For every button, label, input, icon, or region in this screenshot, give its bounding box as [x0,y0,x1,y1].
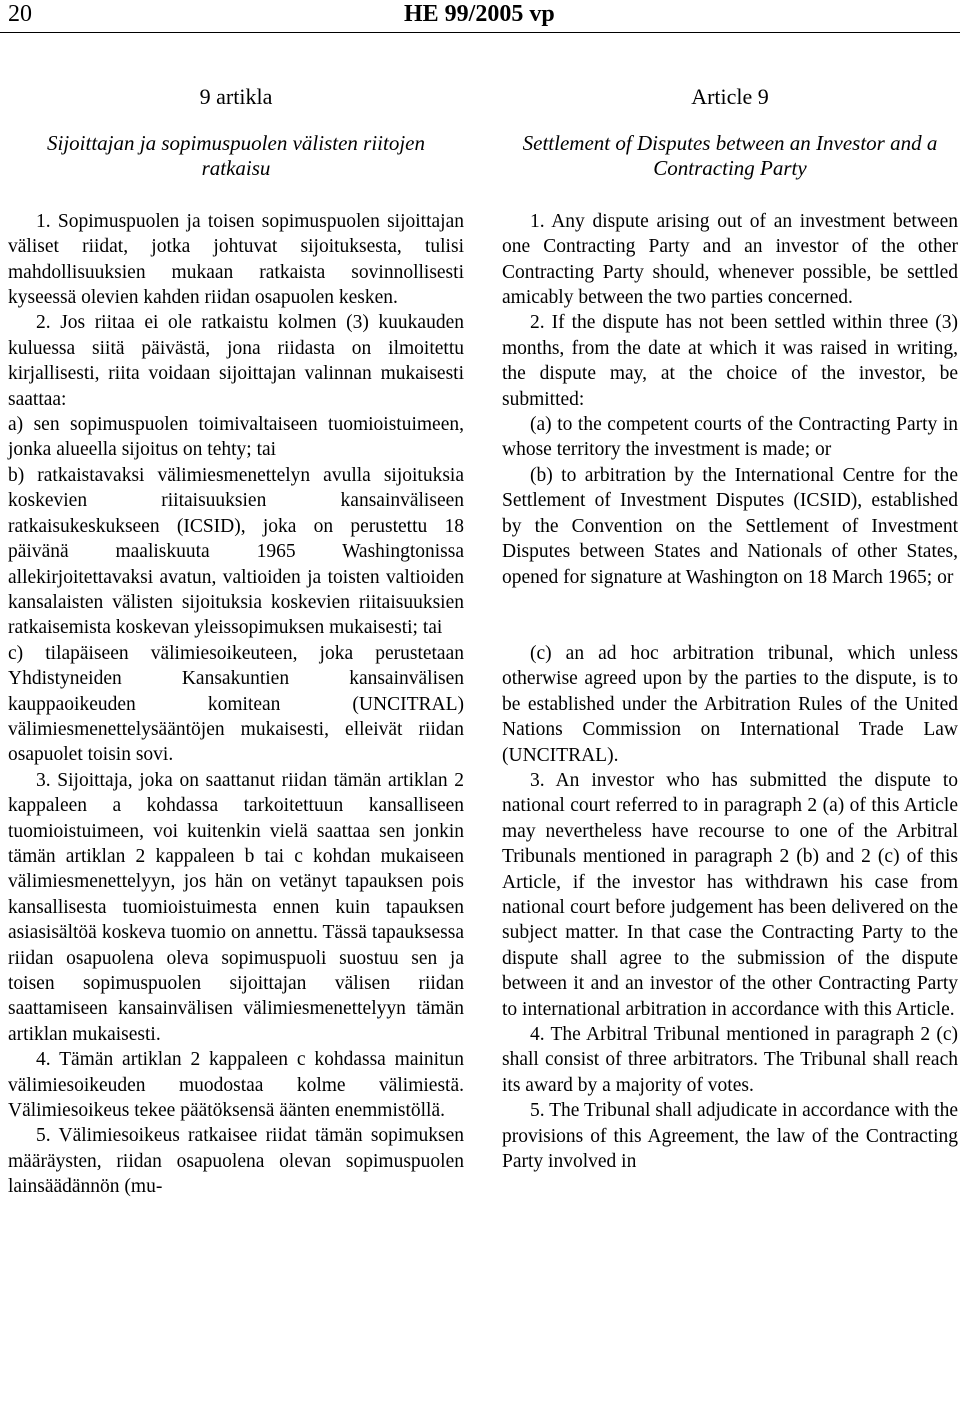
paragraph-2-en: 2. If the dispute has not been settled within three (3) months, from the date at which it was raised in writing, the dispute may, at the choice of the investor, be submitted: [502,312,958,410]
document-id: HE 99/2005 vp [404,1,555,27]
paragraph-5-fi: 5. Välimiesoikeus ratkaisee riidat tämän sopimuksen määräysten, riidan osapuolena olevan sopimuspuolen lainsäädännön (mu- [8,1125,464,1198]
item-b-fi: b) ratkaistavaksi välimiesmenettelyn avulla sijoituksia koskevien riitaisuuksien kansainväliseen ratkaisukeskukseen (ICSID), joka on perustettu 18 päivänä maaliskuuta 1965 Washingtonissa allekirjoitettavaksi avatun, valtioiden ja toisten valtioiden kansalaisten välisten sijoituksia koskevien riitaisuuksien ratkaisemista koskevan yleissopimuksen mukaisesti; tai [8,464,464,639]
page-number: 20 [8,1,32,27]
item-a-fi: a) sen sopimuspuolen toimivaltaiseen tuomioistuimeen, jonka alueella sijoitus on tehty; tai [8,414,464,461]
paragraph-4-fi: 4. Tämän artiklan 2 kappaleen c kohdassa mainitun välimiesoikeuden muodostaa kolme välimiestä. Välimiesoikeus tekee päätöksensä äänten enemmistöllä. [8,1049,464,1122]
article-heading-en: Article 9 [691,84,769,109]
paragraph-1-en: 1. Any dispute arising out of an investment between one Contracting Party and an investor of the other Contracting Party should, whenever possible, be settled amicably between the two parties concerned. [502,210,958,309]
article-subtitle-en: Settlement of Disputes between an Investor and a Contracting Party [522,131,938,181]
page-header [0,0,960,34]
paragraph-1-fi: 1. Sopimuspuolen ja toisen sopimuspuolen sijoittajan väliset riidat, jotka johtuvat sijoituksesta, tulisi mahdollisuuksien mukaan ratkaista sovinnollisesti kyseessä olevien kahden riidan osapuolen kesken. [8,210,464,309]
article-subtitle-fi: Sijoittajan ja sopimuspuolen välisten riitojen ratkaisu [47,131,425,181]
item-c-en: (c) an ad hoc arbitration tribunal, which unless otherwise agreed upon by the parties to the dispute, is to be established under the Arbitration Rules of the United Nations Commission on International Trade Law (UNCITRAL). [502,642,958,766]
paragraph-3-fi: 3. Sijoittaja, joka on saattanut riidan tämän artiklan 2 kappaleen a kohdassa tarkoitettuun kansalliseen tuomioistuimeen, voi kuitenkin vielä saattaa sen jonkin tämän artiklan 2 kappaleen b tai c kohdan mukaiseen välimiesmenettelyyn, jos hän on vetänyt tapauksen pois kansallisesta tuomioistuimesta ennen kuin tapauksen asiasisältöä koskeva tuomio on annettu. Tässä tapauksessa riidan osapuolena oleva sopimuspuoli suostuu sen ja toisen sopimuspuolen sijoittajan välisen riidan saattamiseen kansainvälisen välimiesmenettelyyn tämän artiklan mukaisesti. [8,769,464,1045]
article-heading-fi: 9 artikla [199,84,273,109]
paragraph-5-en: 5. The Tribunal shall adjudicate in accordance with the provisions of this Agreement, the law of the Contracting Party involved in [502,1100,958,1173]
item-b-en: (b) to arbitration by the International Centre for the Settlement of Investment Disputes (ICSID), established by the Convention on the Settlement of Investment Disputes between States and Nationals of other States, opened for signature at Washington on 18 March 1965; or [502,464,958,588]
finnish-column [8,84,464,1200]
item-a-en: (a) to the competent courts of the Contracting Party in whose territory the investment is made; or [502,414,958,461]
item-c-fi: c) tilapäiseen välimiesoikeuteen, joka perustetaan Yhdistyneiden Kansakuntien kansainvälisen kauppaoikeuden komitean (UNCITRAL) välimiesmenettelysääntöjen mukaisesti, elleivät riidan osapuolet toisin sovi. [8,642,464,766]
column-spacer [502,590,958,641]
paragraph-2-fi: 2. Jos riitaa ei ole ratkaistu kolmen (3) kuukauden kuluessa siitä päivästä, jona riidasta on ilmoitettu kirjallisesti, riita voidaan sijoittajan valinnan mukaisesti saattaa: [8,312,464,410]
paragraph-4-en: 4. The Arbitral Tribunal mentioned in paragraph 2 (c) shall consist of three arbitrators. The Tribunal shall reach its award by a majority of votes. [502,1024,958,1096]
header-rule [0,32,960,33]
english-column [502,84,958,1174]
paragraph-3-en: 3. An investor who has submitted the dispute to national court referred to in paragraph 2 (a) of this Article may nevertheless have recourse to one of the Arbitral Tribunals mentioned in paragraph 2 (b) and 2 (c) of this Article, if the investor has withdrawn his case from national court before judgement has been delivered on the subject matter. In that case the Contracting Party to the dispute shall agree to the submission of the dispute between it and an investor of the other Contracting Party to international arbitration in accordance with this Article. [502,769,958,1020]
